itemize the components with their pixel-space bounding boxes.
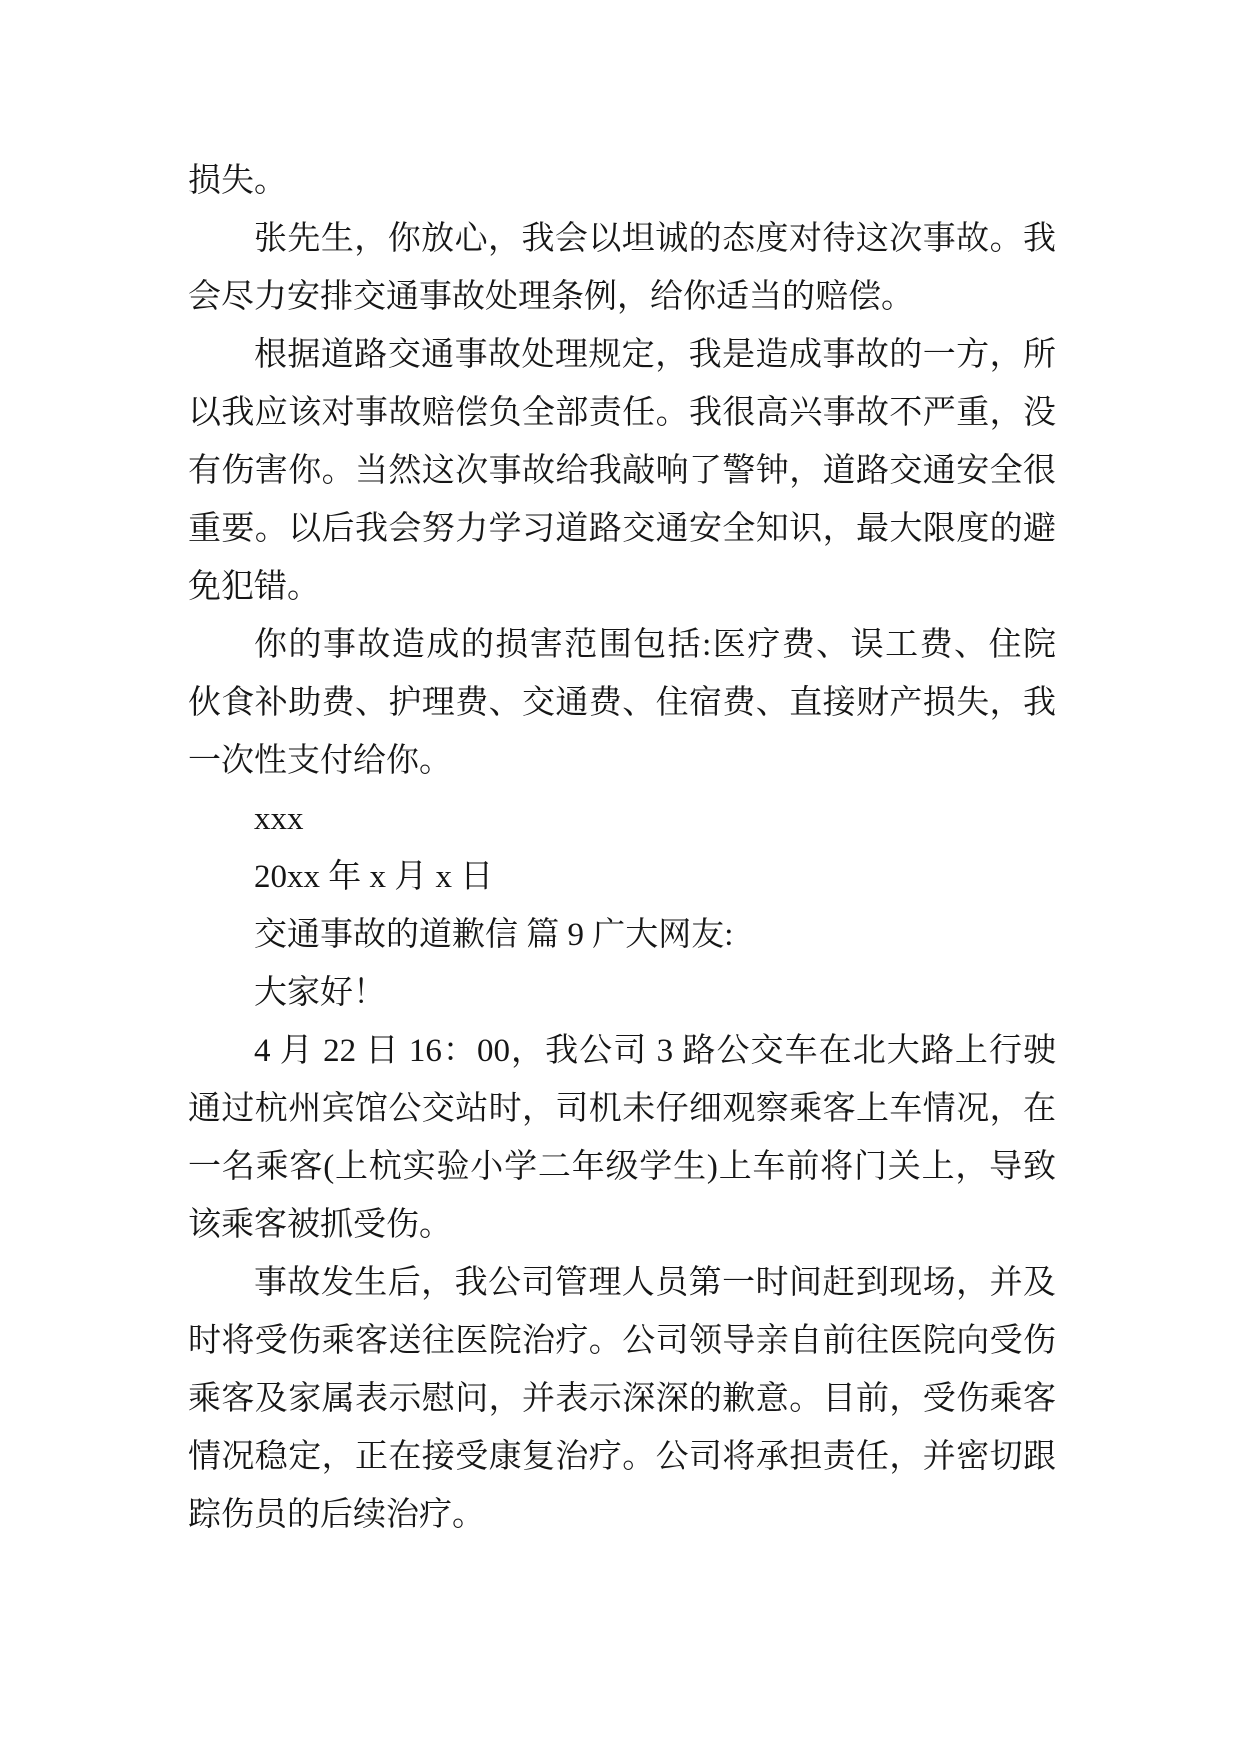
document-line: 根据道路交通事故处理规定，我是造成事故的一方，所 — [254, 337, 1056, 373]
document-line: 该乘客被抓受伤。 — [188, 1207, 452, 1243]
document-line: 20xx 年 x 月 x 日 — [254, 859, 494, 895]
document-line: 你的事故造成的损害范围包括:医疗费、误工费、住院 — [254, 627, 1056, 663]
document-line: 一名乘客(上杭实验小学二年级学生)上车前将门关上，导致 — [188, 1149, 1056, 1185]
document-line: 交通事故的道歉信 篇 9 广大网友: — [254, 917, 734, 953]
document-line: 大家好！ — [254, 975, 386, 1011]
document-line: 免犯错。 — [188, 569, 320, 605]
document-line: 通过杭州宾馆公交站时，司机未仔细观察乘客上车情况，在 — [188, 1091, 1056, 1127]
document-line: 乘客及家属表示慰问，并表示深深的歉意。目前，受伤乘客 — [188, 1381, 1056, 1417]
document-line: 4 月 22 日 16：00，我公司 3 路公交车在北大路上行驶 — [254, 1033, 1056, 1069]
document-line: 损失。 — [188, 163, 287, 199]
document-line: 以我应该对事故赔偿负全部责任。我很高兴事故不严重，没 — [188, 395, 1056, 431]
document-line: 张先生，你放心，我会以坦诚的态度对待这次事故。我 — [254, 221, 1056, 257]
text-block — [188, 152, 1056, 1544]
document-line: xxx — [254, 801, 304, 837]
document-line: 一次性支付给你。 — [188, 743, 452, 779]
document-line: 重要。以后我会努力学习道路交通安全知识，最大限度的避 — [188, 511, 1056, 547]
document-line: 事故发生后，我公司管理人员第一时间赶到现场，并及 — [254, 1265, 1056, 1301]
document-line: 时将受伤乘客送往医院治疗。公司领导亲自前往医院向受伤 — [188, 1323, 1056, 1359]
document-line: 情况稳定，正在接受康复治疗。公司将承担责任，并密切跟 — [188, 1439, 1056, 1475]
document-line: 伙食补助费、护理费、交通费、住宿费、直接财产损失，我 — [188, 685, 1056, 721]
document-line: 有伤害你。当然这次事故给我敲响了警钟，道路交通安全很 — [188, 453, 1056, 489]
document-line: 会尽力安排交通事故处理条例，给你适当的赔偿。 — [188, 279, 914, 315]
document-line: 踪伤员的后续治疗。 — [188, 1497, 485, 1533]
